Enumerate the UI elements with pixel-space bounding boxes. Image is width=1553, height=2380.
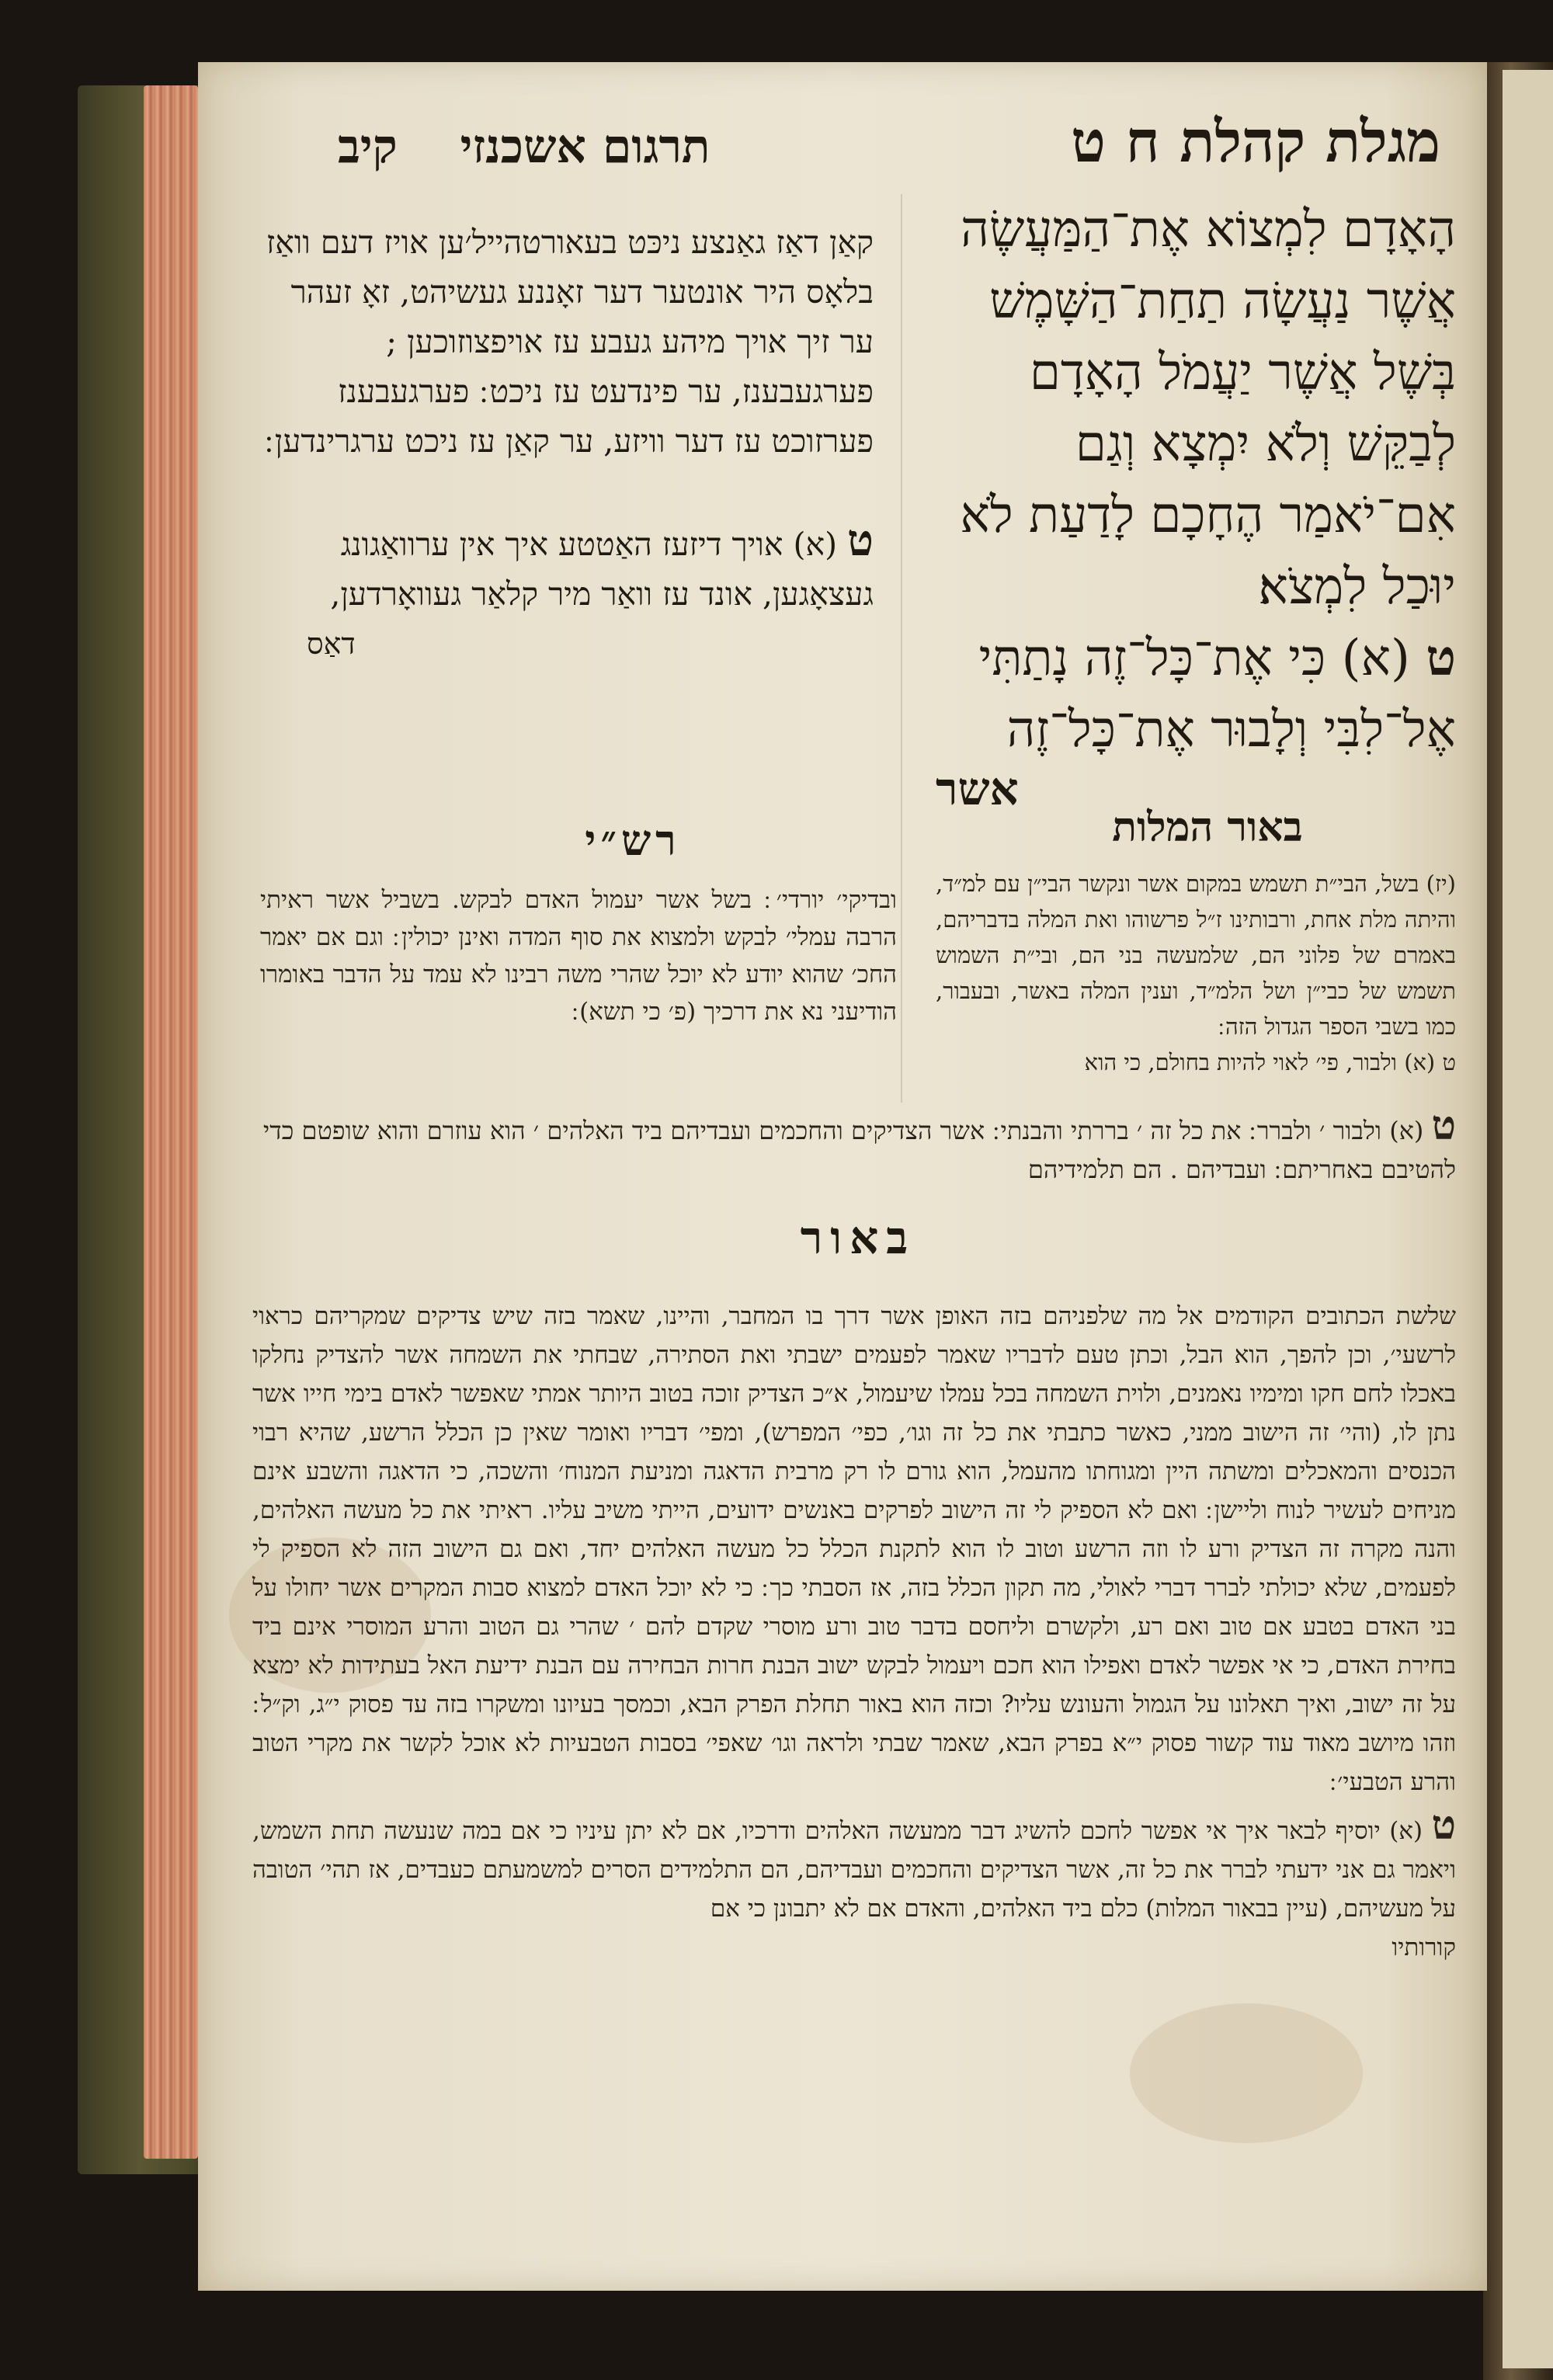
biur-paragraph: שלשת הכתובים הקודמים אל מה שלפניהם בזה האופן אשר דרך בו המחבר, והיינו, שאמר בזה שיש צדיקים שמקריהם כראוי לרשעי׳, וכן להפך, הוא הבל, וכתן טעם לדבריו שאמר לפעמים ישבתי ואת הסתירה, שבחתי את השמחה אשר להצדיק נחלקו באכלו לחם חקו ומימיו נאמנים, ולוית השמחה בכל עמלו שיעמול, א״כ הצדיק זוכה בטוב היותר אמתי שאפשר לאדם בימי חייו אשר נתן לו, (והי׳ זה הישוב ממני, כאשר כתבתי את כל זה וגו׳, כפי׳ המפרש), ומפי׳ דבריו ואומר שאין כן הכלל הרשע, שהיא רבוי הכנסים והמאכלים ומשתה היין ומגוחתו מהעמל, הוא גורם לו רק מרבית הדאגה ומניעת המנוח׳ והשכה, כי הדאגה והשבע אינם מניחים לעשיר לנוח וליישן ׃ ואם לא הספיק לי זה הישוב לפרקים באנשים ידועים, הייתי משיב עליו. ראיתי את כל מעשה האלהים, והנה מקרה זה הצדיק ורע לו וזה הרשע וטוב לו הוא לתקנת הכלל כל מעשה האלהים יחד, ואם גם הישוב הזה לא הספיק לי לפעמים, שלא יכולתי לברר דברי לאולי, מה תקון הכלל בזה, אז הסבתי כך ׃ כי לא יוכל האדם למצוא סבות המקרים אשר יחולו על בני האדם בטבע אם טוב ואם רע, ולקשרם וליחסם בדבר טוב ורע מוסרי שקדם להם ׳ שהרי גם הטוב והרע המוסרי אינם ביד בחירת האדם, כי אי אפשר לאדם ואפילו הוא חכם ויעמול לבקש ישוב הבנת חרות הבחירה עם הבנת ידיעת האל בעתידות לא ימצא על זה ישוב, ואיך תאלונו על הגמול והעונש עליו? וכזה הוא באור תחלת הפרק הבא, וכמסך בעיונו ומשקרו בזה עד פסוק י״ג, וק״ל ׃ וזהו מיושב מאוד עוד קשור פסוק י״א בפרק הבא, שאמר שבתי ולראה וגו׳ שאפי׳ בסבות הטבעיות לא אוכל לקשר את מקרי הטוב והרע הטבעי׳ ׃ (252, 1302, 1456, 1796)
biur-hamilot-text-2: ולבור, פי׳ לאוי להיות בחולם, כי הוא (1084, 1049, 1397, 1075)
translation-catchword: דאַס (307, 627, 356, 661)
rashi-continuation-text: ולבור ׳ ולברר ׃ את כל זה ׳ בררתי והבנתי ׃ אשר הצדיקים והחכמים ועבדיהם ביד האלהים ׳ הוא עוזרם והוא שופטם כדי להטיבם באחריתם ׃ ועבדיהם . הם תלמידיהם (262, 1116, 1456, 1184)
biur-paragraph (252, 1802, 1457, 1967)
rashi-commentary: ובדיקי׳ יורדי׳ ׃ בשל אשר יעמול האדם לבקש. בשביל אשר ראיתי הרבה עמלי׳ לבקש ולמצוא את סוף המדה ואינן יכולין ׃ וגם אם יאמר החכ׳ שהוא יודע לא יוכל שהרי משה רבינו לא עמד על הדבר באומרו הודיעני נא את דרכיך (פ׳ כי תשא) ׃ (260, 886, 897, 1026)
biur-verse-number: (א) (1389, 1817, 1423, 1845)
biur-hamilot-text: (יז) בשל, הבי״ת תשמש במקום אשר ונקשר הבי״ן עם למ״ד, והיתה מלת אחת, ורבותינו ז״ל פרשוהו ואת המלה בדבריהם, באמרם של פלוני הם, שלמעשה בני הם, ובי״ת השמוש תשמש של כבי״ן ושל הלמ״ד, וענין המלה באשר, ובעבור, כמו בשבי הספר הגדול הזה ׃ (936, 870, 1456, 1040)
biur-hamilot-chapter-letter: ט (1442, 1049, 1456, 1075)
page-edges (144, 85, 198, 2159)
verse-chapter-letter: ט (1426, 629, 1456, 687)
verse-number: (א) (1341, 630, 1410, 687)
book-title-text: מגלת קהלת ח ט (1071, 109, 1440, 175)
facing-page-edge (1503, 70, 1553, 2368)
biur-heading: באור (800, 1211, 916, 1264)
biur-hamilot-heading: באור המלות (1112, 804, 1303, 851)
running-header (338, 109, 1440, 202)
rashi-verse-number: (א) (1389, 1116, 1424, 1145)
biur-paragraph-2-text: יוסיף לבאר איך אי אפשר לחכם להשיג דבר ממעשה האלהים ודרכיו, אם לא יתן עיניו כי אם במה שנעשה תחת השמש, ויאמר גם אני ידעתי לברר את כל זה, אשר הצדיקים והחכמים ועבדיהם, הם התלמידים הסרים למשמעתם כעבדים, אז תהי׳ הטובה על מעשיהם, (עיין בבאור המלות) כלם ביד האלהים, והאדם אם לא יתבונן כי אם (252, 1817, 1456, 1923)
paper-stain (1130, 2003, 1363, 2143)
rashi-continuation (252, 1102, 1456, 1189)
book-page (198, 62, 1487, 2291)
verse-text-part-1: הָאָדָם לִמְצוֹא אֶת־הַמַּעֲשֶׂה אֲשֶׁר נַעֲשָׂה תַחַת־הַשָּׁמֶשׁ בְּשֶׁל אֲשֶׁר יַעֲמֹל הָאָדָם לְבַקֵּשׁ וְלֹא יִמְצָא וְגַם אִם־יֹאמַר הֶחָכָם לָדַעַת לֹא יוּכַל לִמְצֹא׃ (960, 201, 1456, 616)
biur-chapter-letter: ט (1431, 1802, 1457, 1849)
rashi-chapter-letter: ט (1431, 1102, 1456, 1149)
biur-catchword: קורותיו (1391, 1934, 1456, 1961)
translation-verse-number: (א) (793, 526, 838, 563)
translation-title (338, 120, 710, 174)
book-title (1055, 109, 1440, 176)
biur-hamilot-verse-number: (א) (1404, 1049, 1436, 1075)
page-number: קיב (338, 120, 398, 174)
catchword: אשר (936, 763, 1019, 815)
german-translation (252, 217, 874, 669)
verse-text-part-2: כִּי אֶת־כָּל־זֶה נָתַתִּי אֶל־לִבִּי וְלָבוּר אֶת־כָּל־זֶה (978, 630, 1456, 759)
translation-title-text: תרגום אשכנזי (460, 120, 710, 174)
translation-text-part-1: קאַן דאַז גאַנצע ניכּט בעאורטהייל׳ען אויז דעם וואַז בלאָס היר אונטער דער זאָננע געשיהט, זאָ זעהר ער זיך אויך מיהע געבע עז אויפצוזוכען ; פערגעבענז, ער פינדעט עז ניכט ׃ פערגעבענז פערזוכט עז דער וויזע, ער קאַן עז ניכט ערגרינדען ׃ (264, 224, 874, 460)
translation-text-part-2: אויך דיזעז האַטטע איך אין ערוואַגונג געצאָגען, אונד עז וואַר מיר קלאַר געוואָרדען, (330, 526, 874, 613)
column-divider (901, 194, 902, 1103)
biur-hamilot-commentary (936, 866, 1456, 1080)
biur-commentary (252, 1297, 1456, 1972)
translation-chapter-letter: ט (847, 515, 874, 566)
rashi-heading: רש״י (585, 815, 681, 865)
hebrew-verse-text (912, 194, 1456, 815)
